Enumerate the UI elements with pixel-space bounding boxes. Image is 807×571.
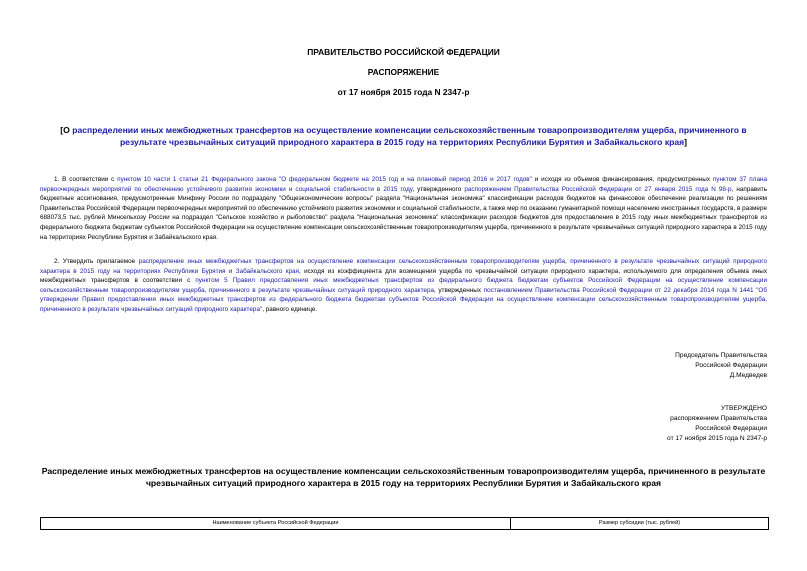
- approval-line-3: Российской Федерации: [695, 425, 767, 432]
- title-link[interactable]: распределении иных межбюджетных трансфертов на осуществление компенсации сельскохозяйственным товаропроизводителям ущерба, причиненного в результате чрезвычайных ситуаций природного характера в 2015 году на территориях Республики Бурятия и Забайкальского края: [72, 125, 747, 147]
- signature-block: [675, 351, 767, 381]
- p1-link-plan[interactable]: пунктом 37 плана первоочередных мероприятий по обеспечению устойчивого развития экономики и социальной стабильности в 2015 году: [40, 176, 767, 193]
- approval-block: [667, 404, 767, 444]
- approval-line-2: распоряжением Правительства: [670, 415, 767, 422]
- title-close-bracket: ]: [684, 137, 688, 147]
- government-heading: ПРАВИТЕЛЬСТВО РОССИЙСКОЙ ФЕДЕРАЦИИ: [307, 47, 500, 57]
- p1-text-3: , утвержденного: [412, 185, 465, 193]
- paragraph-1: [40, 175, 767, 242]
- approval-line-4: от 17 ноября 2015 года N 2347-р: [667, 435, 767, 442]
- p1-link-federal-law[interactable]: пунктом 10 части 1 статьи 21 Федерального закона "О федеральном бюджете на 2015 год и на плановый период 2016 и 2017 годов": [117, 176, 532, 183]
- document-date-number: от 17 ноября 2015 года N 2347-р: [337, 87, 470, 97]
- p2-text-1: 2. Утвердить прилагаемое: [54, 258, 139, 265]
- annex-title: Распределение иных межбюджетных трансфертов на осуществление компенсации сельскохозяйственным товаропроизводителям ущерба, причиненного в результате чрезвычайных ситуаций природного характера в 2015 году на территориях Республики Бурятия и Забайкальского края: [41, 466, 766, 488]
- p2-text-3: , утвержденных: [434, 286, 484, 294]
- table-header-amount: Размер субсидии (тыс. рублей): [598, 520, 681, 526]
- p2-text-4: , равного единице.: [262, 305, 318, 313]
- approval-line-1: УТВЕРЖДЕНО: [720, 405, 767, 412]
- signature-line-3: Д.Медведев: [729, 372, 767, 379]
- table-header-region: Наименование субъекта Российской Федерации: [41, 518, 511, 529]
- document-title: [40, 124, 767, 148]
- distribution-table-header: [40, 517, 769, 530]
- p1-text-4: , направить бюджетные ассигнования, предусмотренные Минфину России по подразделу "Общеэкономические вопросы" раздела "Национальная экономика" классификации расходов бюджетов на финансовое обеспечение реализации по решениям Правительства Российской Федерации первоочередных мероприятий по обеспечению устойчивого развития экономики и социальной стабильности, а также мер по оказанию гуманитарной помощи населению иностранных государств, в размере 688073,5 тыс. рублей Минсельхозу России на подраздел "Сельское хозяйство и рыболовство" раздела "Национальная экономика" классификации расходов бюджетов для предоставления в 2015 году иных межбюджетных трансфертов из федерального бюджета бюджетам субъектов Российской Федерации на осуществление компенсации сельскохозяйственным товаропроизводителям ущерба, причиненного в результате чрезвычайных ситуаций природного характера в 2015 году на территориях Республики Бурятия и Забайкальского края.: [40, 185, 767, 241]
- signature-line-1: Председатель Правительства: [675, 352, 767, 359]
- p1-text-2: и исходя из объемов финансирования, предусмотренных: [531, 176, 713, 183]
- paragraph-2: [40, 257, 767, 315]
- p2-link-resolution[interactable]: постановлением Правительства Российской Федерации от 22 декабря 2014 года N 1441 "Об утверждении Правил предоставления иных межбюджетных трансфертов из федерального бюджета бюджетам субъектов Российской Федерации на осуществление компенсации сельскохозяйственным товаропроизводителям ущерба, причиненного в результате чрезвычайных ситуаций природного характера": [40, 286, 767, 313]
- p2-link-distribution[interactable]: распределение иных межбюджетных трансфертов на осуществление компенсации сельскохозяйственным товаропроизводителям ущерба, причиненного в результате чрезвычайных ситуаций природного характера в 2015 году на территориях Республики Бурятия и Забайкальского края: [40, 258, 767, 275]
- p2-link-rules[interactable]: пунктом 5 Правил предоставления иных межбюджетных трансфертов из федерального бюджета бюджетам субъектов Российской Федерации на осуществление компенсации сельскохозяйственным товаропроизводителям ущерба, причиненного в результате чрезвычайных ситуаций природного характера: [40, 277, 767, 294]
- document-type: РАСПОРЯЖЕНИЕ: [367, 67, 440, 77]
- p1-text-1: 1. В соответствии с: [54, 176, 118, 183]
- p1-link-order[interactable]: распоряжением Правительства Российской Федерации от 27 января 2015 года N 98-р: [464, 185, 732, 193]
- signature-line-2: Российской Федерации: [695, 362, 767, 369]
- p2-text-2: , исходя из коэффициента для возмещения ущерба по чрезвычайной ситуации природного характера, используемого для определения объема иных межбюджетных трансфертов в соответствии с: [40, 267, 767, 285]
- title-open-bracket: [О: [60, 125, 73, 135]
